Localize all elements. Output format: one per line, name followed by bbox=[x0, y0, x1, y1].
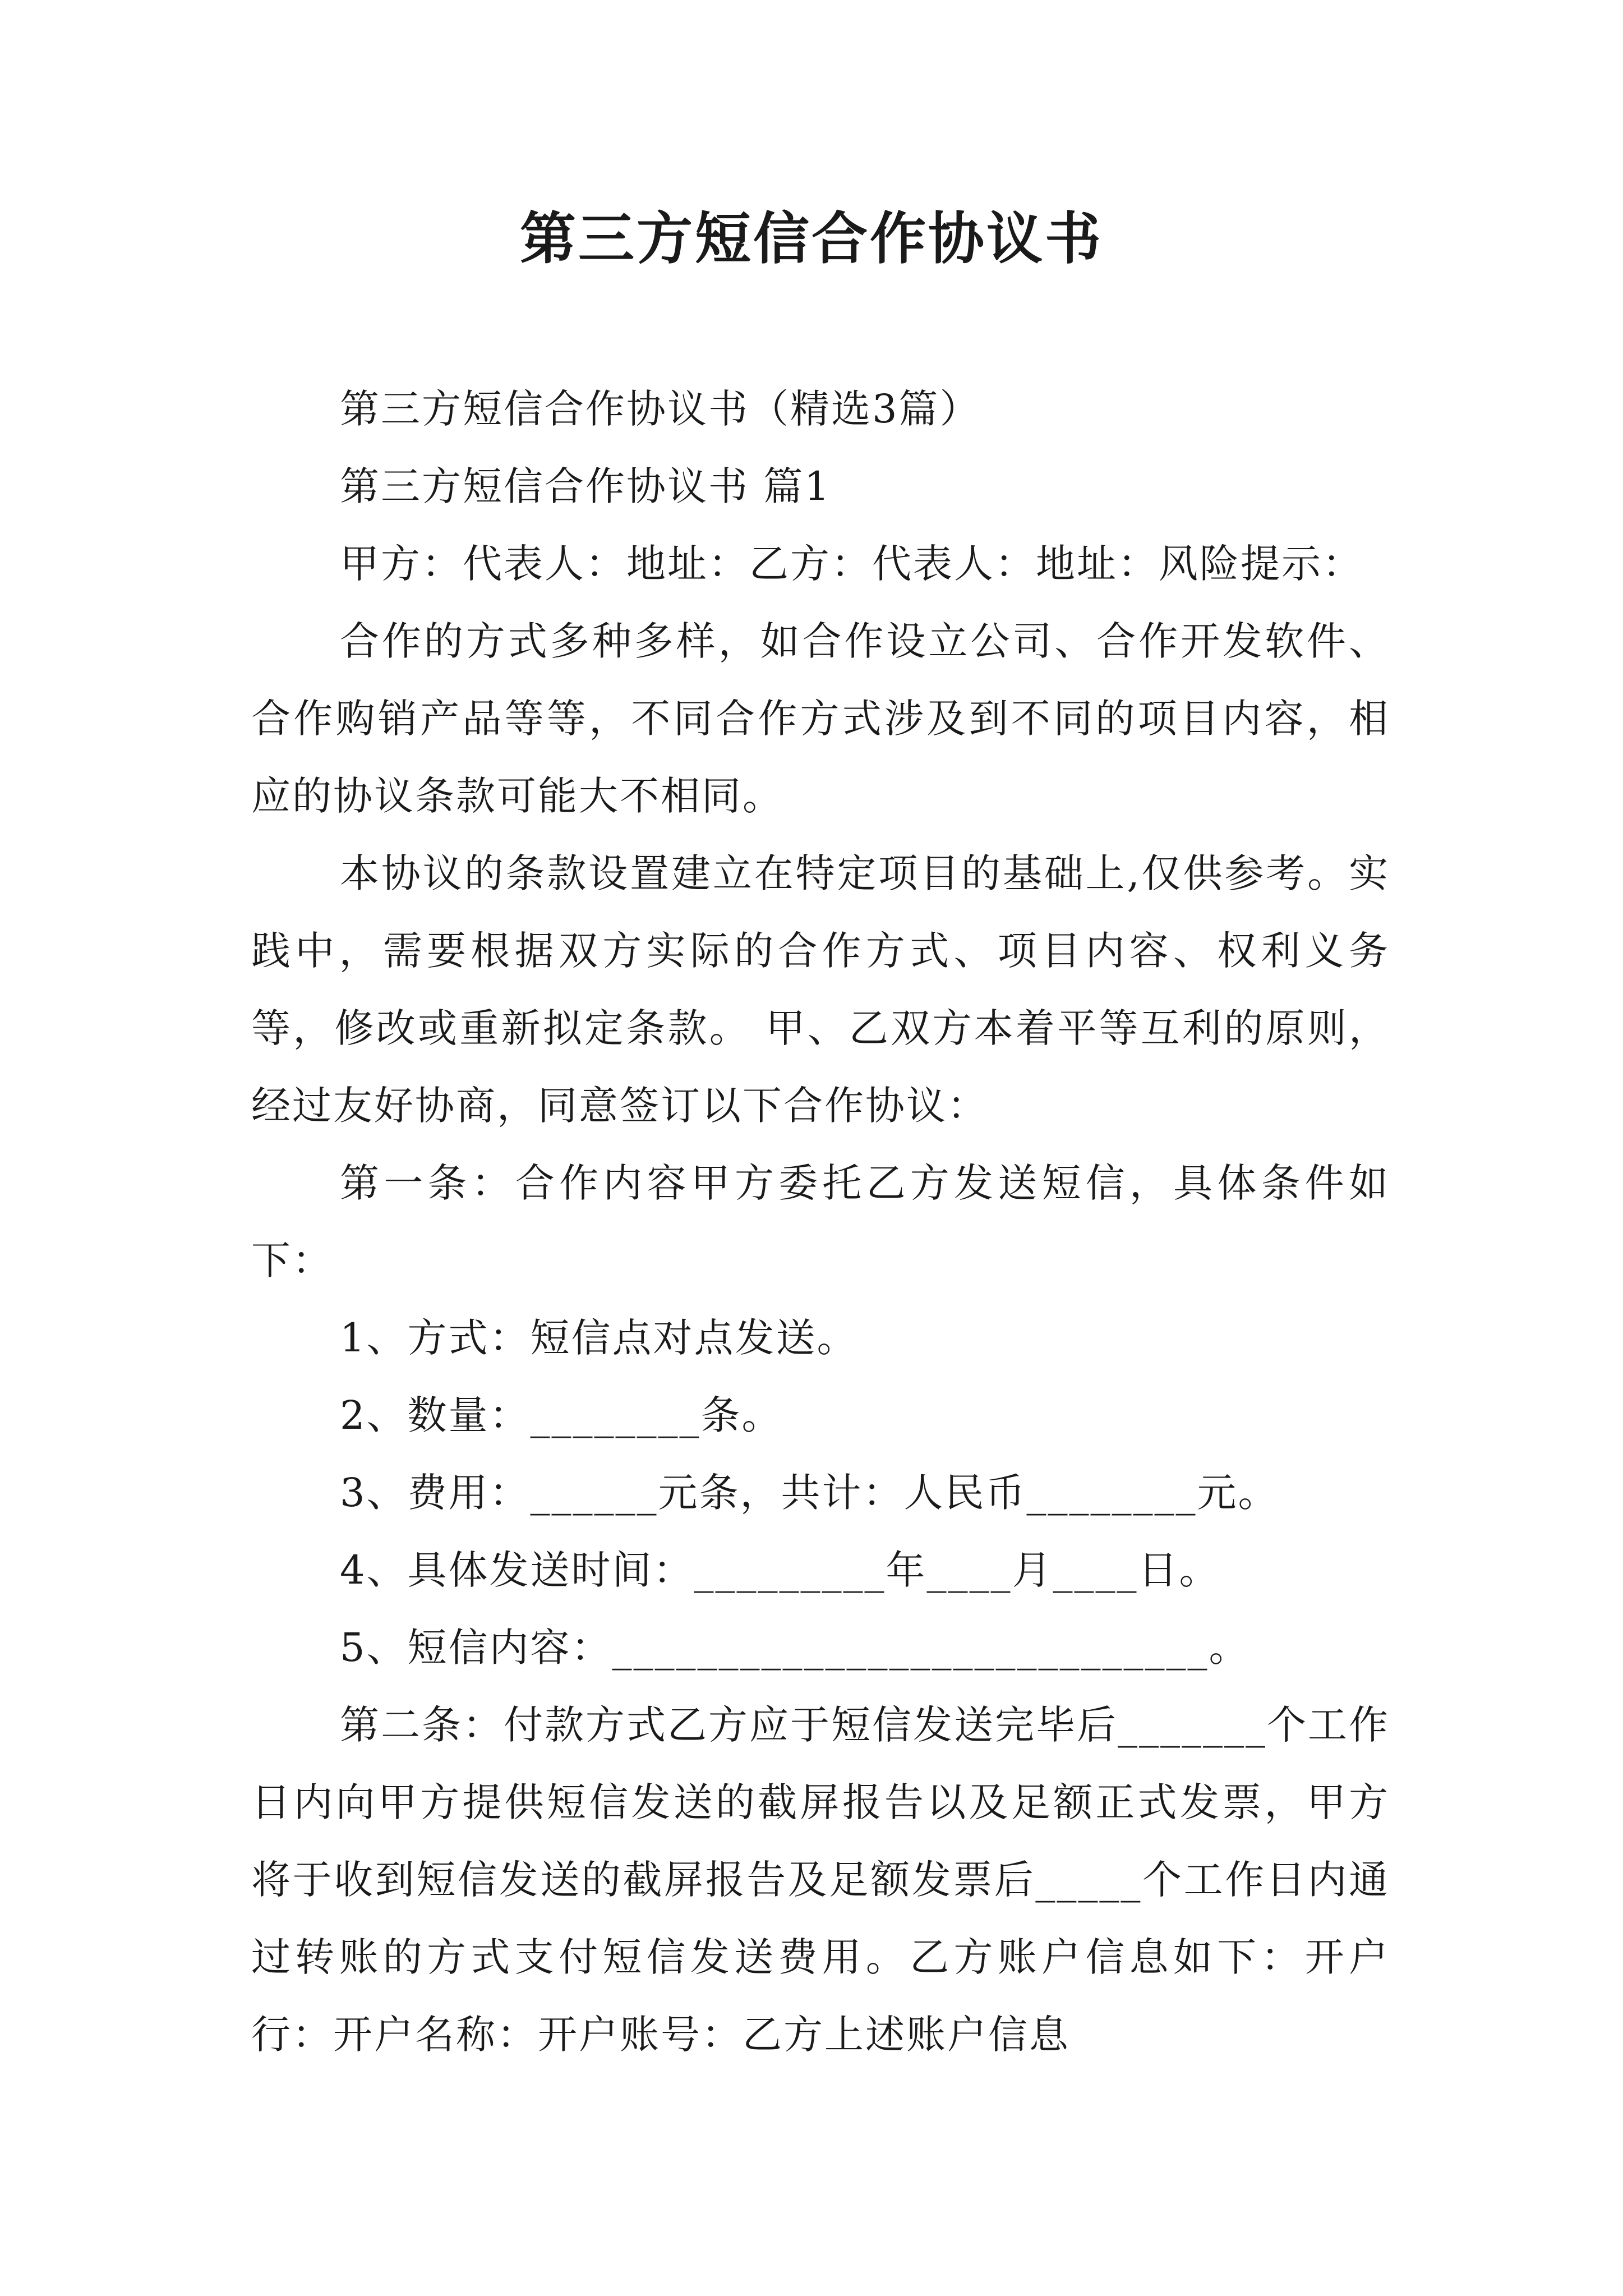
paragraph-parties: 甲方：代表人：地址：乙方：代表人：地址：风险提示： bbox=[340, 541, 1363, 587]
paragraph-article-two: 第二条：付款方式乙方应于短信发送完毕后_______个工作日内向甲方提供短信发送的截屏报告以及足额正式发票，甲方将于收到短信发送的截屏报告及足额发票后_____个工作日内通过转账的方式支付短信发送费用。乙方账户信息如下：开户行：开户名称：开户账号：乙方上述账户信息 bbox=[251, 1702, 1390, 2058]
paragraph-section-heading: 第三方短信合作协议书 篇1 bbox=[340, 463, 831, 509]
list-item-method: 1、方式：短信点对点发送。 bbox=[340, 1315, 858, 1361]
list-item-content: 5、短信内容：____________________________。 bbox=[340, 1625, 1250, 1671]
list-item-fee: 3、费用：______元条，共计：人民币________元。 bbox=[340, 1470, 1279, 1516]
paragraph-article-one: 第一条：合作内容甲方委托乙方发送短信，具体条件如下： bbox=[251, 1160, 1390, 1283]
document-title: 第三方短信合作协议书 bbox=[520, 205, 1103, 272]
list-item-quantity: 2、数量：________条。 bbox=[340, 1392, 783, 1438]
paragraph-subtitle: 第三方短信合作协议书（精选3篇） bbox=[340, 386, 981, 432]
paragraph-cooperation-modes: 合作的方式多种多样，如合作设立公司、合作开发软件、合作购销产品等等，不同合作方式涉及到不同的项目内容，相应的协议条款可能大不相同。 bbox=[251, 618, 1390, 819]
list-item-send-time: 4、具体发送时间：_________年____月____日。 bbox=[340, 1547, 1220, 1593]
paragraph-reference-note: 本协议的条款设置建立在特定项目的基础上,仅供参考。实践中，需要根据双方实际的合作方式、项目内容、权利义务等，修改或重新拟定条款。 甲、乙双方本着平等互利的原则，经过友好协商，同意签订以下合作协议： bbox=[251, 850, 1390, 1129]
document-body bbox=[251, 370, 1390, 2073]
